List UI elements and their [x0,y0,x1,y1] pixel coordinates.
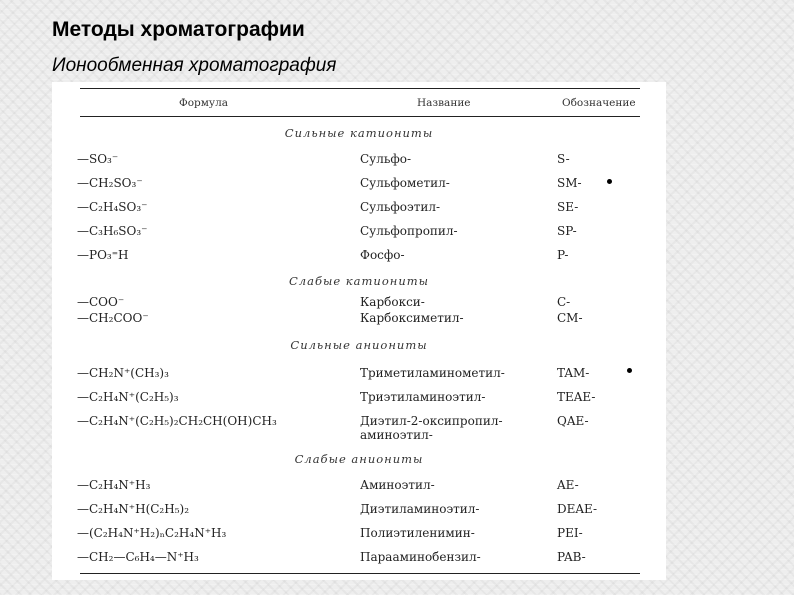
formula-cell: —C₂H₄N⁺H(C₂H₅)₂ [77,502,190,516]
name-cell: Карбоксиметил- [360,311,464,325]
abbr-cell: S- [557,152,570,166]
formula-cell: —CH₂—C₆H₄—N⁺H₃ [77,550,199,564]
name-cell: Аминоэтил- [360,478,435,492]
section-strong-anion: Сильные аниониты [290,338,428,352]
name-cell: Диэтил-2-оксипропил- [360,414,503,428]
abbr-cell: P- [557,248,569,262]
abbr-cell: SE- [557,200,579,214]
abbr-cell: DEAE- [557,502,598,516]
formula-cell: —C₂H₄N⁺H₃ [77,478,151,492]
abbr-cell: SM- [557,176,582,190]
formula-cell: —COO⁻ [77,295,125,309]
abbr-cell: CM- [557,311,583,325]
name-cell: Карбокси- [360,295,425,309]
header-name: Название [417,97,471,109]
name-cell-continuation: аминоэтил- [360,428,433,442]
abbr-cell: C- [557,295,571,309]
formula-cell: —PO₃⁼H [77,248,129,262]
formula-cell: —C₃H₆SO₃⁻ [77,224,148,238]
name-cell: Фосфо- [360,248,405,262]
name-cell: Сульфоэтил- [360,200,441,214]
marker-dot [627,368,632,373]
formula-cell: —SO₃⁻ [77,152,119,166]
slide-title: Методы хроматографии [52,18,305,41]
slide-subtitle: Ионообменная хроматография [52,55,337,76]
abbr-cell: PEI- [557,526,583,540]
header-formula: Формула [179,97,229,109]
name-cell: Сульфопропил- [360,224,458,238]
abbr-cell: PAB- [557,550,586,564]
name-cell: Сульфометил- [360,176,450,190]
header-abbr: Обозначение [562,97,636,109]
abbr-cell: AE- [557,478,579,492]
abbr-cell: TEAE- [557,390,596,404]
name-cell: Диэтиламиноэтил- [360,502,480,516]
section-strong-cation: Сильные катиониты [284,126,434,140]
header-bottom-rule [80,116,640,117]
abbr-cell: SP- [557,224,577,238]
table-bottom-rule [80,573,640,574]
marker-dot [607,179,612,184]
formula-cell: —CH₂N⁺(CH₃)₃ [77,366,169,380]
abbr-cell: TAM- [557,366,590,380]
section-weak-cation: Слабые катиониты [288,274,430,288]
formula-cell: —(C₂H₄N⁺H₂)ₙC₂H₄N⁺H₃ [77,526,227,540]
section-weak-anion: Слабые аниониты [294,452,424,466]
name-cell: Парааминобензил- [360,550,481,564]
name-cell: Сульфо- [360,152,412,166]
name-cell: Полиэтиленимин- [360,526,475,540]
formula-cell: —CH₂COO⁻ [77,311,149,325]
formula-cell: —C₂H₄SO₃⁻ [77,200,148,214]
name-cell: Триметиламинометил- [360,366,505,380]
formula-cell: —C₂H₄N⁺(C₂H₅)₂CH₂CH(OH)CH₃ [77,414,277,428]
formula-cell: —CH₂SO₃⁻ [77,176,143,190]
table-top-rule [80,88,640,89]
ion-exchanger-table [52,82,666,580]
formula-cell: —C₂H₄N⁺(C₂H₅)₃ [77,390,179,404]
name-cell: Триэтиламиноэтил- [360,390,486,404]
abbr-cell: QAE- [557,414,589,428]
